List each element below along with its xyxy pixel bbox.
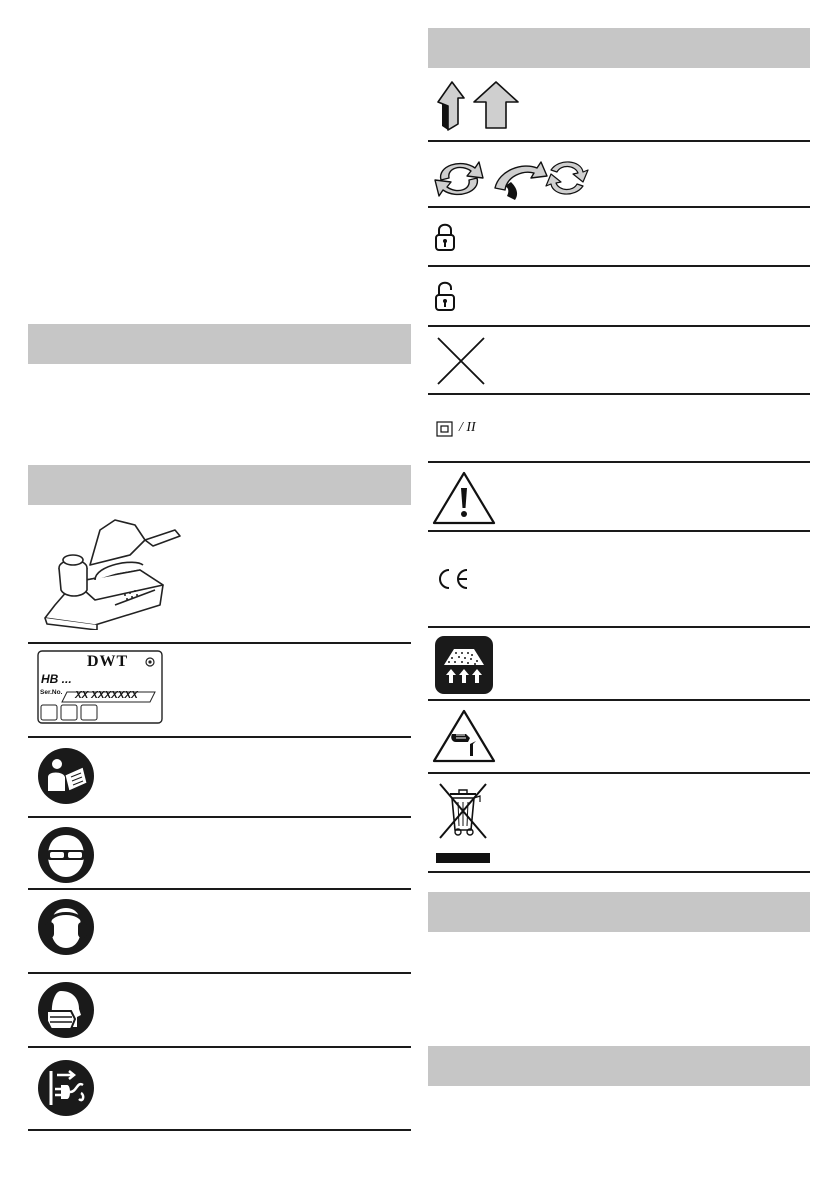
divider (28, 972, 411, 974)
divider (428, 393, 810, 395)
divider (28, 736, 411, 738)
divider (28, 1129, 411, 1131)
divider (28, 1046, 411, 1048)
dust-mask-icon (37, 981, 95, 1039)
ce-mark-icon (435, 568, 471, 590)
section-header-bar (28, 324, 411, 364)
divider (428, 325, 810, 327)
section-header-bar (28, 465, 411, 505)
rotation-arrows-icon (433, 152, 593, 202)
divider (428, 699, 810, 701)
plate-serial-label: Ser.No. (40, 689, 63, 696)
section-header-bar (428, 892, 810, 932)
divider (28, 642, 411, 644)
weee-bin-icon (434, 780, 492, 866)
plate-brand: DWT (87, 653, 129, 670)
eye-protection-icon (37, 826, 95, 884)
divider (428, 530, 810, 532)
disconnect-plug-icon (37, 1059, 95, 1117)
warning-triangle-icon (432, 470, 496, 526)
divider (428, 140, 810, 142)
rating-plate-label (37, 650, 163, 724)
plate-serial-value: XX XXXXXXX (75, 690, 138, 701)
dust-extraction-icon (434, 635, 494, 695)
divider (428, 265, 810, 267)
class-ii-label: / II (459, 420, 476, 435)
divider (428, 206, 810, 208)
divider (428, 871, 810, 873)
locked-padlock-icon (434, 222, 456, 252)
plate-model: HB ... (41, 672, 72, 686)
direction-arrows-icon (434, 76, 524, 136)
divider (428, 461, 810, 463)
ear-protection-icon (37, 898, 95, 956)
hand-injury-warning-icon (432, 708, 496, 764)
section-header-bar (428, 1046, 810, 1086)
section-header-bar (428, 28, 810, 68)
divider (28, 816, 411, 818)
read-manual-icon (37, 747, 95, 805)
divider (428, 772, 810, 774)
electric-planer-illustration (35, 510, 185, 630)
divider (28, 888, 411, 890)
prohibited-cross-icon (436, 336, 486, 386)
class-ii-insulation-icon (436, 420, 516, 438)
divider (428, 626, 810, 628)
unlocked-padlock-icon (434, 280, 456, 312)
